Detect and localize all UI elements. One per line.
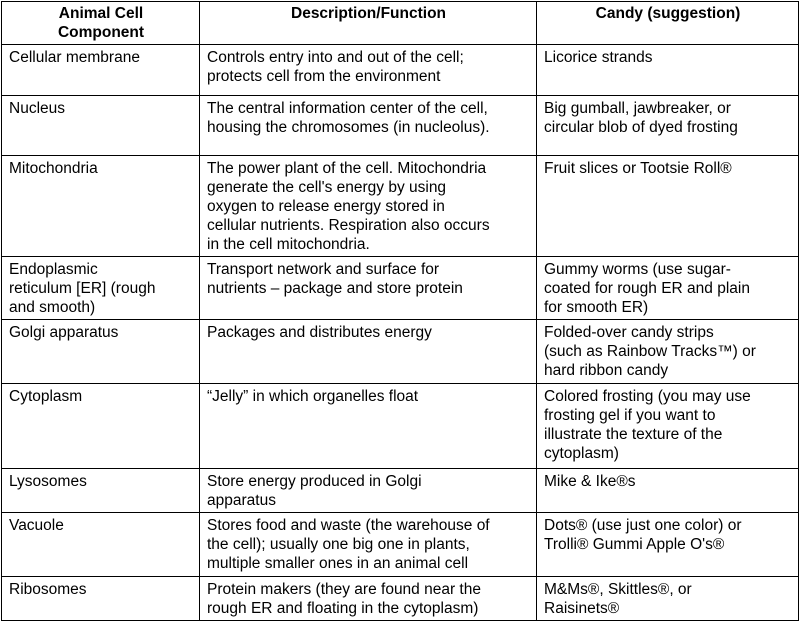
component-cell: Vacuole: [2, 513, 200, 577]
header-row: [2, 2, 799, 45]
candy-cell: Licorice strands: [537, 45, 799, 96]
table-row: [2, 96, 799, 156]
table-row: [2, 577, 799, 621]
cell-candy-table: [1, 1, 799, 621]
description-cell: The power plant of the cell. Mitochondria generate the cell's energy by using oxygen to release energy stored in cellular nutrients. Respiration also occurs in the cell mitochondria.: [200, 156, 537, 257]
table-body: [2, 45, 799, 621]
candy-cell: Gummy worms (use sugar- coated for rough ER and plain for smooth ER): [537, 257, 799, 320]
description-cell: “Jelly” in which organelles float: [200, 384, 537, 469]
component-cell: Mitochondria: [2, 156, 200, 257]
description-cell: Transport network and surface for nutrients – package and store protein: [200, 257, 537, 320]
description-cell: Packages and distributes energy: [200, 320, 537, 384]
table-row: [2, 156, 799, 257]
component-cell: Lysosomes: [2, 469, 200, 513]
header-candy: Candy (suggestion): [537, 2, 799, 45]
candy-cell: Dots® (use just one color) or Trolli® Gummi Apple O's®: [537, 513, 799, 577]
table-row: [2, 257, 799, 320]
component-cell: Golgi apparatus: [2, 320, 200, 384]
candy-cell: Colored frosting (you may use frosting gel if you want to illustrate the texture of the cytoplasm): [537, 384, 799, 469]
table-row: [2, 469, 799, 513]
header-description: Description/Function: [200, 2, 537, 45]
description-cell: Store energy produced in Golgi apparatus: [200, 469, 537, 513]
candy-cell: Mike & Ike®s: [537, 469, 799, 513]
header-component: Animal Cell Component: [2, 2, 200, 45]
description-cell: The central information center of the cell, housing the chromosomes (in nucleolus).: [200, 96, 537, 156]
description-cell: Protein makers (they are found near the rough ER and floating in the cytoplasm): [200, 577, 537, 621]
component-cell: Nucleus: [2, 96, 200, 156]
component-cell: Cytoplasm: [2, 384, 200, 469]
description-cell: Stores food and waste (the warehouse of the cell); usually one big one in plants, multiple smaller ones in an animal cell: [200, 513, 537, 577]
table-row: [2, 384, 799, 469]
component-cell: Cellular membrane: [2, 45, 200, 96]
candy-cell: Fruit slices or Tootsie Roll®: [537, 156, 799, 257]
candy-cell: M&Ms®, Skittles®, or Raisinets®: [537, 577, 799, 621]
component-cell: Ribosomes: [2, 577, 200, 621]
component-cell: Endoplasmic reticulum [ER] (rough and smooth): [2, 257, 200, 320]
table-row: [2, 513, 799, 577]
candy-cell: Big gumball, jawbreaker, or circular blob of dyed frosting: [537, 96, 799, 156]
candy-cell: Folded-over candy strips (such as Rainbow Tracks™) or hard ribbon candy: [537, 320, 799, 384]
description-cell: Controls entry into and out of the cell; protects cell from the environment: [200, 45, 537, 96]
table-row: [2, 45, 799, 96]
table-row: [2, 320, 799, 384]
